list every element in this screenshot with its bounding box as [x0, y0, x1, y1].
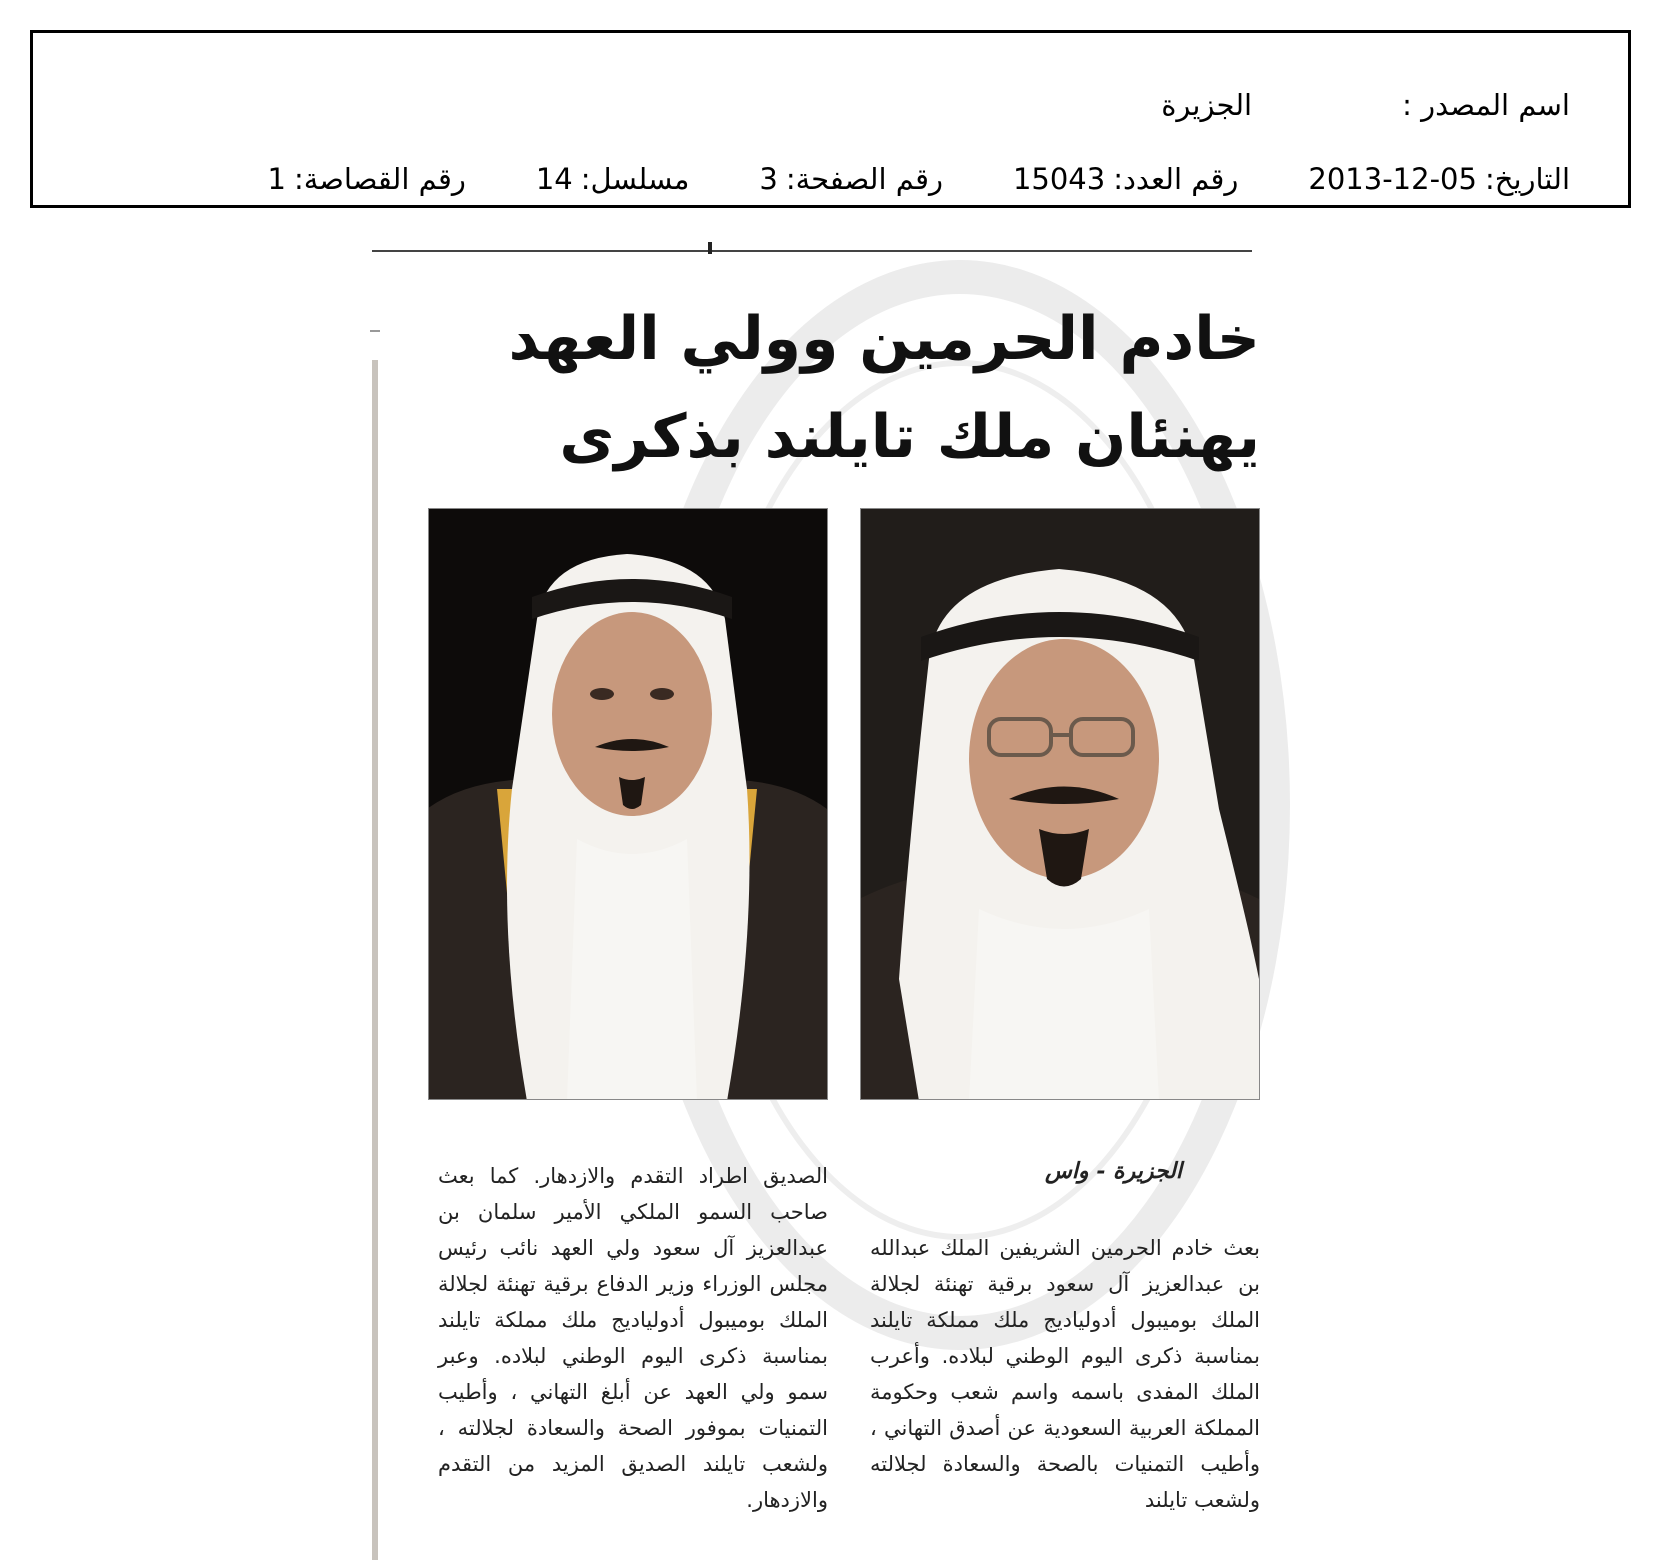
portrait-photo-king: [860, 508, 1260, 1100]
portrait-king-illustration: [860, 509, 1259, 1100]
issue-details-row: [268, 159, 1571, 199]
left-margin-dash: [370, 330, 380, 332]
article-column-right: بعث خادم الحرمين الشريفين الملك عبدالله بن عبدالعزيز آل سعود برقية تهنئة لجلالة الملك بوميبول أدولياديج ملك مملكة تايلند بمناسبة ذكرى اليوم الوطني لبلاده. وأعرب الملك المفدى باسمه واسم شعب وحكومة المملكة العربية السعودية عن أصدق التهاني ، وأطيب التمنيات بالصحة والسعادة لجلالته ولشعب تايلند: [870, 1236, 1260, 1512]
clip-number-label: رقم القصاصة:: [293, 162, 466, 196]
date-label: التاريخ:: [1484, 162, 1570, 196]
page-number-value: 3: [759, 162, 778, 196]
top-rule-divider: [372, 250, 1252, 252]
article-headline: خادم الحرمين وولي العهد يهنئان ملك تايلند بذكرى: [508, 304, 1260, 472]
clip-number-value: 1: [267, 162, 286, 196]
date-value: 2013-12-05: [1308, 162, 1477, 196]
source-value: الجزيرة: [1161, 88, 1253, 122]
newspaper-clipping: [360, 240, 1290, 1560]
date-field: [1308, 162, 1570, 196]
issue-number-label: رقم العدد:: [1113, 162, 1239, 196]
article-byline: الجزيرة - واس: [1045, 1158, 1182, 1184]
portrait-photo-crown-prince: [428, 508, 828, 1100]
serial-field: [536, 162, 690, 196]
serial-value: 14: [535, 162, 573, 196]
issue-number-value: 15043: [1012, 162, 1106, 196]
page-number-field: [759, 162, 943, 196]
issue-number-field: [1013, 162, 1238, 196]
clip-number-field: [268, 162, 466, 196]
left-column-rule: [372, 360, 378, 1560]
serial-label: مسلسل:: [580, 162, 690, 196]
top-rule-tick: [708, 242, 712, 254]
source-row: [1161, 85, 1570, 125]
article-column-left: الصديق اطراد التقدم والازدهار. كما بعث صاحب السمو الملكي الأمير سلمان بن عبدالعزيز آل سعود ولي العهد نائب رئيس مجلس الوزراء وزير الدفاع برقية تهنئة لجلالة الملك بوميبول أدولياديج ملك مملكة تايلند بمناسبة ذكرى اليوم الوطني لبلاده. وعبر سمو ولي العهد عن أبلغ التهاني ، وأطيب التمنيات بموفور الصحة والسعادة لجلالته ، ولشعب تايلند الصديق المزيد من التقدم والازدهار.: [438, 1164, 828, 1512]
page-number-label: رقم الصفحة:: [785, 162, 943, 196]
source-metadata-box: [30, 30, 1631, 208]
portrait-crown-prince-illustration: [428, 509, 827, 1100]
source-label: اسم المصدر :: [1402, 88, 1570, 122]
